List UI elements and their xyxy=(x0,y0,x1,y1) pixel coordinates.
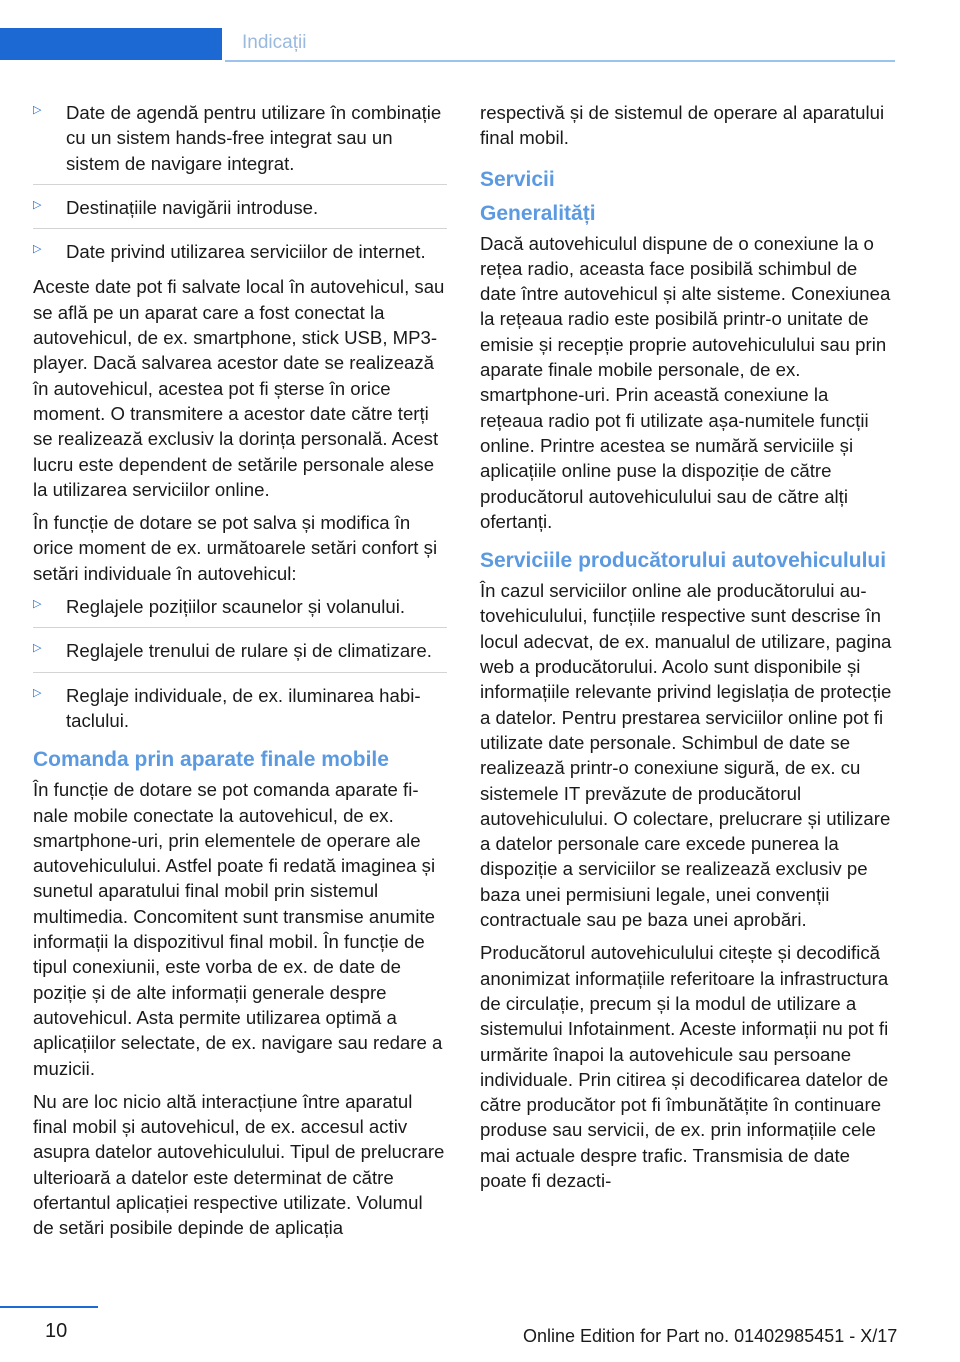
list-item: ▷ Reglajele pozițiilor scaunelor și volanului. xyxy=(33,594,447,628)
triangle-right-icon: ▷ xyxy=(33,686,42,699)
list-item: ▷ Date privind utilizarea serviciilor de internet. xyxy=(33,241,426,263)
header-accent-bar xyxy=(0,28,222,60)
settings-list xyxy=(33,594,447,733)
heading-mobile-devices: Comanda prin aparate finale mobile xyxy=(33,748,389,772)
page-number: 10 xyxy=(45,1320,68,1342)
triangle-right-icon: ▷ xyxy=(33,598,42,611)
heading-general: Generalități xyxy=(480,201,596,225)
triangle-right-icon: ▷ xyxy=(33,642,42,655)
list-item: ▷ Destinațiile navigării introduse. xyxy=(33,195,447,229)
list-item: ▷ Reglaje individuale, de ex. iluminarea habitaclului. xyxy=(33,684,421,731)
edition-note: Online Edition for Part no. 01402985451 - X/17 xyxy=(523,1326,898,1346)
left-column xyxy=(33,100,447,1249)
triangle-right-icon: ▷ xyxy=(33,104,42,116)
right-column xyxy=(480,100,894,1201)
triangle-right-icon: ▷ xyxy=(33,198,42,211)
footer-rule xyxy=(0,1306,98,1308)
paragraph: În cazul serviciilor online ale producătorului autovehiculului, funcțiile respective sunt descrise în locul adecvat, de ex. manualul de utilizare, pagina web a producătorului. Acolo sunt disponibile și informațiile relevante privind legislația de protecție a datelor. Pentru prestarea serviciilor online pot fi utilizate date personale. Schimbul de date se realizează printr-o conexiune sigură, de ex. cu sistemele IT prevăzute de producătorul autovehiculului. O colectare, prelucrare și utilizare a datelor personale care excede punerea la dispoziție a serviciilor se realizează exclusiv pe baza unei permisiuni legale, unei convenții contractuale sau pe baza unei aprobări. xyxy=(480,580,892,931)
data-list xyxy=(33,100,447,264)
paragraph: Producătorul autovehiculului citește și decodifică anonimizat informațiile referitoare la infrastructura de circulație, precum și la modul de utilizare a sistemului Infotainment. Aceste informații nu pot fi urmărite înapoi la autovehicule sau persoane individuale. Prin citirea și decodificarea datelor de către producător pot fi îmbunătățite în continuare produse sau servicii, de ex. prin informațiile cele mai actuale despre trafic. Transmisia de date poate fi dezacti- xyxy=(480,942,889,1191)
list-item: ▷ Date de agendă pentru utilizare în combinație cu un sistem hands-free integrat sau un sistem de navigare integrat. xyxy=(33,100,447,185)
paragraph: respectivă și de sistemul de operare al aparatului final mobil. xyxy=(480,102,885,149)
paragraph: Dacă autovehiculul dispune de o conexiune la o rețea radio, aceasta face posibilă schimbul de date între autovehicul și alte sisteme. Conexiunea la rețeaua radio este posibilă printr-o unitate de emisie și recepție proprie autovehiculului sau prin aparate finale mobile personale, de ex. smartphone-uri. Prin această conexiune la rețeaua radio pot fi utilizate așa-numitele funcții online. Printre acestea se numără serviciile și aplicațiile online puse la dispoziție de către producătorul autovehiculului sau de către alți ofertanți. xyxy=(480,232,891,532)
heading-services: Servicii xyxy=(480,167,555,191)
heading-manufacturer-services: Serviciile producătorului autovehiculului xyxy=(480,549,887,573)
section-title: Indicații xyxy=(242,32,307,53)
paragraph: Nu are loc nicio altă interacțiune între aparatul final mobil și autovehicul, de ex. accesul activ asupra datelor autovehiculului. Tipul de prelucrare ulterioară a datelor este determinat de către ofertantul aplicației respective utilizate. Volumul de setări posibile depinde de aplicația xyxy=(33,1090,445,1239)
paragraph: În funcție de dotare se pot comanda aparate finale mobile conectate la autovehicul, de ex. smartphone-uri, prin elementele de operare ale autovehiculului. Astfel poate fi redată imaginea și sunetul aparatului final mobil prin sistemul multimedia. Concomitent sunt transmise anumite informații la dispozitivul final mobil. În funcție de tipul conexiunii, este vorba de ex. de date de poziție și de alte informații generale despre autovehicul. Asta permite utilizarea optimă a aplicațiilor selectate, de ex. navigare sau redare a muzicii. xyxy=(33,779,443,1079)
paragraph: Aceste date pot fi salvate local în autovehicul, sau se află pe un aparat care a fost conectat la autovehicul, de ex. smartphone, stick USB, MP3-player. Dacă salvarea acestor date se realizează în autovehicul, acestea pot fi șterse în orice moment. O transmitere a acestor date către terți se realizează exclusiv la dorința personală. Acest lucru este dependent de setările personale alese la utilizarea serviciilor online. xyxy=(33,276,445,500)
header-rule xyxy=(225,60,895,62)
paragraph: În funcție de dotare se pot salva și modifica în orice moment de ex. următoarele setări confort și setări individuale în autovehicul: xyxy=(33,512,438,584)
triangle-right-icon: ▷ xyxy=(33,243,42,256)
list-item: ▷ Reglajele trenului de rulare și de climatizare. xyxy=(33,638,447,672)
